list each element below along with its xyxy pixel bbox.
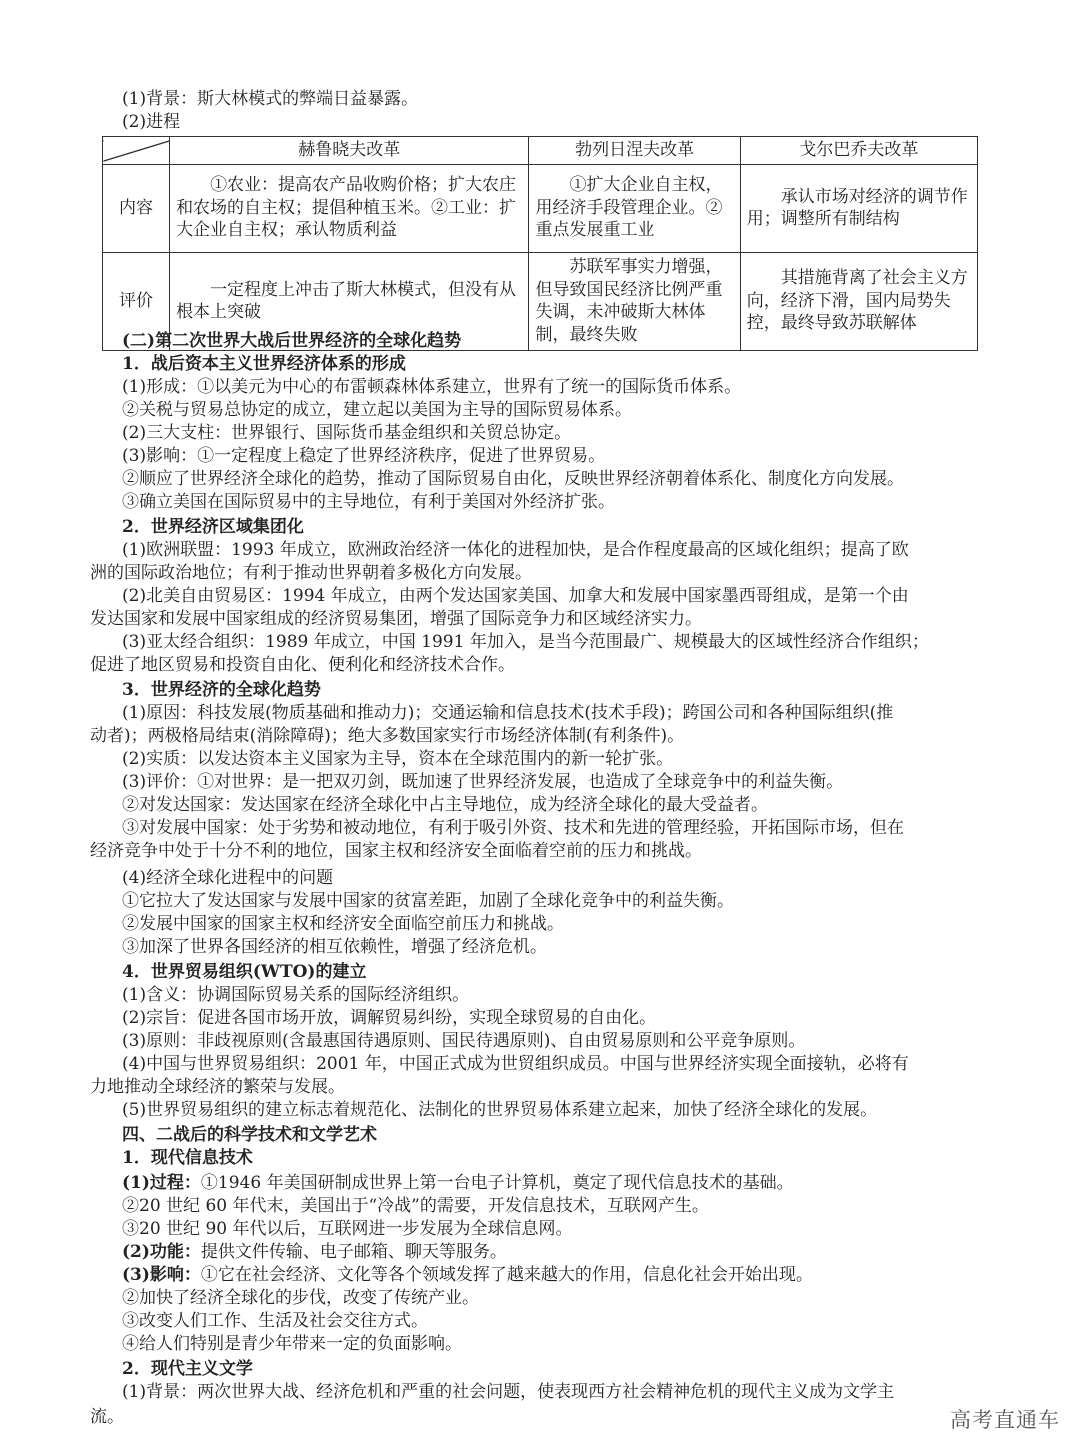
section-heading: 1．战后资本主义世界经济体系的形成 xyxy=(122,354,406,374)
text-line: (5)世界贸易组织的建立标志着规范化、法制化的世界贸易体系建立起来，加快了经济全球化的发展。 xyxy=(122,1100,878,1120)
section-heading: 1．现代信息技术 xyxy=(122,1148,253,1168)
label-prefix: (2)功能： xyxy=(122,1242,201,1262)
text-line: (1)背景：两次世界大战、经济危机和严重的社会问题，使表现西方社会精神危机的现代主义成为文学主 xyxy=(122,1382,895,1402)
text-line: (2)北美自由贸易区：1994 年成立，由两个发达国家美国、加拿大和发展中国家墨西哥组成，是第一个由 xyxy=(122,586,909,606)
section-heading: 四、二战后的科学技术和文学艺术 xyxy=(122,1125,377,1145)
section-heading: 2．世界经济区域集团化 xyxy=(122,517,304,537)
label-prefix: (1)过程： xyxy=(122,1173,201,1193)
process-heading: (2)进程 xyxy=(122,112,181,132)
text-line: 发达国家和发展中国家组成的经济贸易集团，增强了国际竞争力和区域经济实力。 xyxy=(90,609,702,629)
text-line: 经济竞争中处于十分不利的地位，国家主权和经济安全面临着空前的压力和挑战。 xyxy=(90,841,702,861)
cell-text: ①农业：提高农产品收购价格；扩大农庄和农场的自主权；提倡种植玉米。②工业：扩大企业自主权；承认物质利益 xyxy=(176,175,517,241)
table-header-row xyxy=(103,137,978,165)
text-line xyxy=(122,1264,1080,1286)
table-row-content xyxy=(103,164,978,252)
section-heading: (二)第二次世界大战后世界经济的全球化趋势 xyxy=(122,331,462,351)
text-line xyxy=(122,1172,1080,1194)
cell-text: ①扩大企业自主权，用经济手段管理企业。②重点发展重工业 xyxy=(535,175,723,241)
text-line: ③20 世纪 90 年代以后，互联网进一步发展为全球信息网。 xyxy=(122,1219,573,1239)
text-line: (2)宗旨：促进各国市场开放，调解贸易纠纷，实现全球贸易的自由化。 xyxy=(122,1008,657,1028)
text-line: 力地推动全球经济的繁荣与发展。 xyxy=(90,1077,345,1097)
text-line: (3)影响：①一定程度上稳定了世界经济秩序，促进了世界贸易。 xyxy=(122,446,606,466)
text-line: 洲的国际政治地位；有利于推动世界朝着多极化方向发展。 xyxy=(90,563,532,583)
text-line: (1)含义：协调国际贸易关系的国际经济组织。 xyxy=(122,985,470,1005)
text-line: 促进了地区贸易和投资自由化、便利化和经济技术合作。 xyxy=(90,655,515,675)
text-line: (4)中国与世界贸易组织：2001 年，中国正式成为世贸组织成员。中国与世界经济实现全面接轨，必将有 xyxy=(122,1054,909,1074)
text-line: (4)经济全球化进程中的问题 xyxy=(122,868,334,888)
text-line: ③加深了世界各国经济的相互依赖性，增强了经济危机。 xyxy=(122,937,547,957)
text-line: (1)欧洲联盟：1993 年成立，欧洲政治经济一体化的进程加快，是合作程度最高的区域化组织；提高了欧 xyxy=(122,540,909,560)
cell-text: 承认市场对经济的调节作用；调整所有制结构 xyxy=(746,186,968,229)
cell-text: 苏联军事实力增强，但导致国民经济比例严重失调，未冲破斯大林体制，最终失败 xyxy=(535,257,723,345)
section-heading: 3．世界经济的全球化趋势 xyxy=(122,680,321,700)
text-line: (2)三大支柱：世界银行、国际货币基金组织和关贸总协定。 xyxy=(122,423,572,443)
text-line: ③改变人们工作、生活及社会交往方式。 xyxy=(122,1311,428,1331)
line-body: ①1946 年美国研制成世界上第一台电子计算机，奠定了现代信息技术的基础。 xyxy=(200,1173,794,1193)
line-body: 提供文件传输、电子邮箱、聊天等服务。 xyxy=(200,1242,507,1262)
text-line: ③确立美国在国际贸易中的主导地位，有利于美国对外经济扩张。 xyxy=(122,492,615,512)
text-line: (1)原因：科技发展(物质基础和推动力)；交通运输和信息技术(技术手段)；跨国公司和各种国际组织(推 xyxy=(122,703,894,723)
text-line: 动者)；两极格局结束(消除障碍)；绝大多数国家实行市场经济体制(有利条件)。 xyxy=(90,726,685,746)
text-line: (3)评价：①对世界：是一把双刃剑，既加速了世界经济发展，也造成了全球竞争中的利益失衡。 xyxy=(122,772,844,792)
text-line: ②关税与贸易总协定的成立，建立起以美国为主导的国际贸易体系。 xyxy=(122,400,632,420)
text-line: (1)形成：①以美元为中心的布雷顿森林体系建立，世界有了统一的国际货币体系。 xyxy=(122,377,742,397)
text-line: ①它拉大了发达国家与发展中国家的贫富差距，加剧了全球化竞争中的利益失衡。 xyxy=(122,891,734,911)
text-line: ②20 世纪 60 年代末，美国出于“冷战”的需要，开发信息技术，互联网产生。 xyxy=(122,1196,709,1216)
row-header-evaluation: 评价 xyxy=(103,252,170,350)
text-line: (2)实质：以发达资本主义国家为主导，资本在全球范围内的新一轮扩张。 xyxy=(122,749,674,769)
text-line: 流。 xyxy=(90,1407,124,1427)
text-line xyxy=(122,1241,1080,1263)
background-line: (1)背景：斯大林模式的弊端日益暴露。 xyxy=(122,89,419,109)
cell-text: 其措施背离了社会主义方向，经济下滑，国内局势失控，最终导致苏联解体 xyxy=(746,268,968,334)
text-line: ②发展中国家的国家主权和经济安全面临空前压力和挑战。 xyxy=(122,914,564,934)
text-line: (3)原则：非歧视原则(含最惠国待遇原则、国民待遇原则)、自由贸易原则和公平竞争原则。 xyxy=(122,1031,806,1051)
section-heading: 2．现代主义文学 xyxy=(122,1359,253,1379)
table-cell xyxy=(740,164,977,252)
column-header-gorbachev: 戈尔巴乔夫改革 xyxy=(740,137,977,165)
watermark: 高考直通车 xyxy=(950,1408,1060,1432)
reform-comparison-table xyxy=(102,136,978,351)
text-line: (3)亚太经合组织：1989 年成立，中国 1991 年加入，是当今范围最广、规模最大的区域性经济合作组织； xyxy=(122,632,929,652)
table-cell xyxy=(529,164,740,252)
table-cell xyxy=(170,164,529,252)
text-line: ②加快了经济全球化的步伐，改变了传统产业。 xyxy=(122,1288,479,1308)
row-header-content: 内容 xyxy=(103,164,170,252)
section-heading: 4．世界贸易组织(WTO)的建立 xyxy=(122,962,367,982)
text-line: ④给人们特别是青少年带来一定的负面影响。 xyxy=(122,1334,462,1354)
label-prefix: (3)影响： xyxy=(122,1265,201,1285)
text-line: ③对发展中国家：处于劣势和被动地位，有利于吸引外资、技术和先进的管理经验，开拓国际市场，但在 xyxy=(122,818,904,838)
text-line: ②对发达国家：发达国家在经济全球化中占主导地位，成为经济全球化的最大受益者。 xyxy=(122,795,768,815)
diagonal-corner-cell xyxy=(103,137,170,165)
column-header-brezhnev: 勃列日涅夫改革 xyxy=(529,137,740,165)
line-body: ①它在社会经济、文化等各个领域发挥了越来越大的作用，信息化社会开始出现。 xyxy=(200,1265,813,1285)
cell-text: 一定程度上冲击了斯大林模式，但没有从根本上突破 xyxy=(176,279,517,322)
text-line: ②顺应了世界经济全球化的趋势，推动了国际贸易自由化，反映世界经济朝着体系化、制度化方向发展。 xyxy=(122,469,904,489)
column-header-khrushchev: 赫鲁晓夫改革 xyxy=(170,137,529,165)
